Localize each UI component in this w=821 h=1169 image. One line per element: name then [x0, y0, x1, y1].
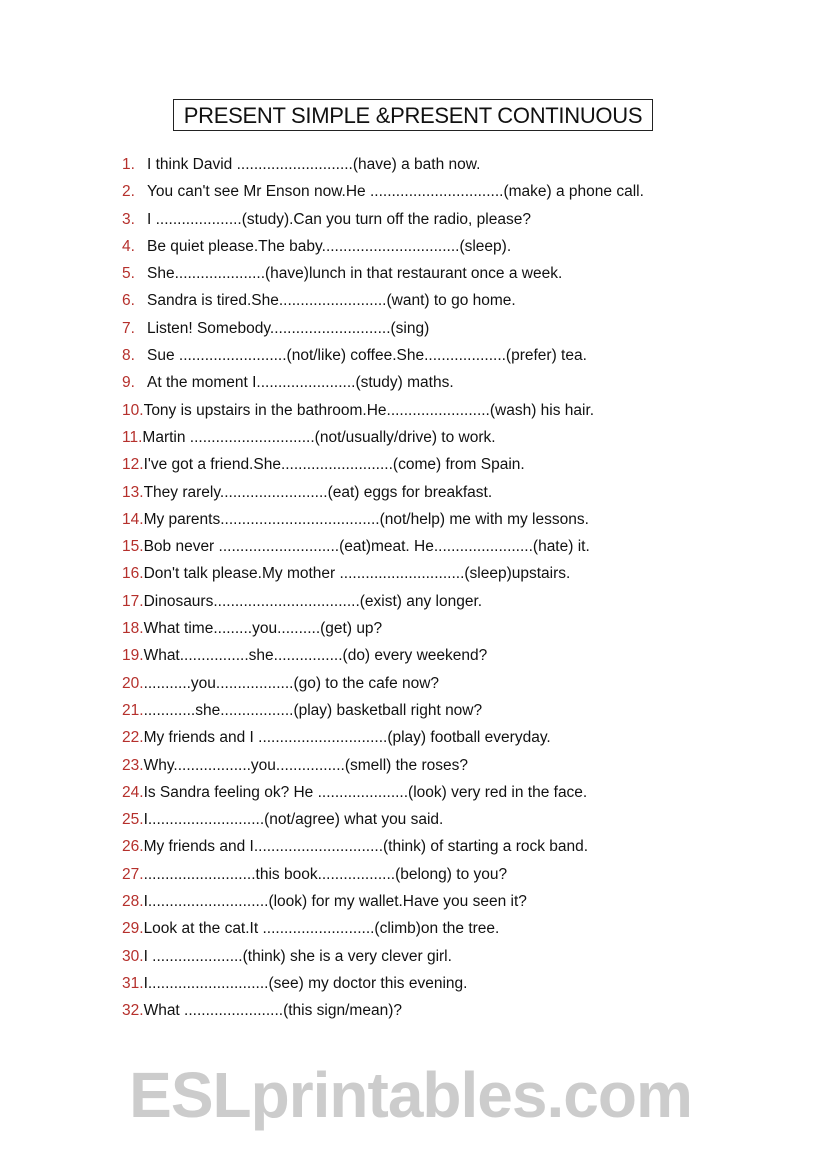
exercise-item	[122, 400, 644, 427]
exercise-item	[122, 755, 644, 782]
exercise-sentence: My parents.....................................(not/help) me with my lessons.	[143, 510, 589, 528]
exercise-sentence: I've got a friend.She..........................(come) from Spain.	[143, 456, 525, 474]
exercise-number: 6.	[122, 292, 135, 310]
exercise-item	[122, 700, 644, 727]
exercise-sentence: Sandra is tired.She.........................(want) to go home.	[147, 292, 516, 310]
exercise-sentence: Sue .........................(not/like) coffee.She...................(prefer) tea.	[147, 347, 587, 365]
exercise-sentence: ...........you..................(go) to the cafe now?	[143, 674, 440, 692]
exercise-sentence: What time.........you..........(get) up?	[143, 620, 383, 638]
exercise-item	[122, 154, 644, 181]
exercise-item	[122, 782, 644, 809]
exercise-sentence: She.....................(have)lunch in that restaurant once a week.	[147, 265, 563, 283]
exercise-number: 14.	[122, 510, 144, 528]
exercise-number: 7.	[122, 319, 135, 337]
exercise-sentence: Dinosaurs..................................(exist) any longer.	[143, 592, 483, 610]
exercise-number: 24.	[122, 783, 144, 801]
exercise-item	[122, 454, 644, 481]
exercise-number: 29.	[122, 920, 144, 938]
exercise-item	[122, 536, 644, 563]
exercise-item	[122, 645, 644, 672]
exercise-sentence: Why..................you................(smell) the roses?	[143, 756, 468, 774]
exercise-sentence: Listen! Somebody............................(sing)	[147, 319, 430, 337]
exercise-sentence: Bob never ............................(eat)meat. He.......................(hate) it.	[143, 538, 590, 556]
exercise-number: 10.	[122, 401, 144, 419]
exercise-item	[122, 836, 644, 863]
exercise-sentence: Is Sandra feeling ok? He .....................(look) very red in the face.	[143, 783, 588, 801]
exercise-item	[122, 263, 644, 290]
watermark-logo: ESLprintables.com	[129, 1059, 692, 1131]
exercise-item	[122, 181, 644, 208]
exercise-sentence: Be quiet please.The baby................................(sleep).	[147, 237, 512, 255]
exercise-item	[122, 482, 644, 509]
exercise-item	[122, 372, 644, 399]
exercise-item	[122, 809, 644, 836]
exercise-number: 13.	[122, 483, 144, 501]
exercise-item	[122, 563, 644, 590]
exercise-item	[122, 236, 644, 263]
exercise-item	[122, 209, 644, 236]
exercise-number: 3.	[122, 210, 135, 228]
exercise-number: 30.	[122, 947, 144, 965]
exercise-sentence: I ....................(study).Can you turn off the radio, please?	[147, 210, 531, 228]
exercise-item	[122, 727, 644, 754]
exercise-number: 25.	[122, 811, 144, 829]
exercise-number: 22.	[122, 729, 144, 747]
exercise-sentence: ..........................this book..................(belong) to you?	[143, 865, 508, 883]
exercise-sentence: What................she................(do) every weekend?	[143, 647, 488, 665]
exercise-sentence: Look at the cat.It ..........................(climb)on the tree.	[143, 920, 500, 938]
worksheet-title: PRESENT SIMPLE &PRESENT CONTINUOUS	[173, 99, 653, 131]
exercise-number: 28.	[122, 893, 144, 911]
exercise-number: 8.	[122, 347, 135, 365]
exercise-sentence: My friends and I ..............................(play) football everyday.	[143, 729, 551, 747]
exercise-number: 16.	[122, 565, 144, 583]
exercise-sentence: I .....................(think) she is a very clever girl.	[143, 947, 452, 965]
exercise-number: 27.	[122, 865, 144, 883]
exercise-number: 1.	[122, 156, 135, 173]
exercise-item	[122, 509, 644, 536]
exercise-number: 20.	[122, 674, 144, 692]
exercise-item	[122, 891, 644, 918]
exercise-sentence: Don't talk please.My mother .............................(sleep)upstairs.	[143, 565, 571, 583]
exercise-list	[122, 154, 644, 1028]
exercise-number: 5.	[122, 265, 135, 283]
exercise-number: 26.	[122, 838, 144, 856]
exercise-number: 11.	[122, 428, 143, 446]
exercise-item	[122, 290, 644, 317]
exercise-number: 15.	[122, 538, 144, 556]
exercise-number: 4.	[122, 237, 135, 255]
exercise-number: 12.	[122, 456, 144, 474]
exercise-item	[122, 591, 644, 618]
exercise-sentence: I............................(see) my doctor this evening.	[143, 974, 468, 992]
exercise-item	[122, 318, 644, 345]
exercise-sentence: I............................(look) for my wallet.Have you seen it?	[143, 893, 527, 911]
exercise-item	[122, 918, 644, 945]
exercise-sentence: What .......................(this sign/mean)?	[143, 1002, 402, 1020]
exercise-item	[122, 946, 644, 973]
exercise-item	[122, 1000, 644, 1027]
exercise-number: 2.	[122, 183, 135, 201]
exercise-number: 19.	[122, 647, 144, 665]
exercise-number: 23.	[122, 756, 144, 774]
exercise-sentence: They rarely.........................(eat) eggs for breakfast.	[143, 483, 493, 501]
exercise-sentence: You can't see Mr Enson now.He ...............................(make) a phone call.	[147, 183, 644, 201]
exercise-item	[122, 864, 644, 891]
exercise-sentence: I think David ...........................(have) a bath now.	[147, 156, 481, 173]
exercise-sentence: ............she.................(play) basketball right now?	[143, 701, 483, 719]
exercise-sentence: My friends and I..............................(think) of starting a rock band.	[143, 838, 589, 856]
exercise-number: 18.	[122, 620, 144, 638]
exercise-number: 9.	[122, 374, 135, 392]
exercise-number: 31.	[122, 974, 144, 992]
exercise-item	[122, 673, 644, 700]
exercise-number: 32.	[122, 1002, 144, 1020]
exercise-number: 17.	[122, 592, 144, 610]
exercise-item	[122, 427, 644, 454]
exercise-item	[122, 973, 644, 1000]
exercise-item	[122, 345, 644, 372]
exercise-number: 21.	[122, 701, 144, 719]
exercise-item	[122, 618, 644, 645]
exercise-sentence: I...........................(not/agree) what you said.	[143, 811, 444, 829]
exercise-sentence: Tony is upstairs in the bathroom.He........................(wash) his hair.	[143, 401, 595, 419]
exercise-sentence: Martin .............................(not/usually/drive) to work.	[142, 428, 496, 446]
exercise-sentence: At the moment I.......................(study) maths.	[147, 374, 454, 392]
